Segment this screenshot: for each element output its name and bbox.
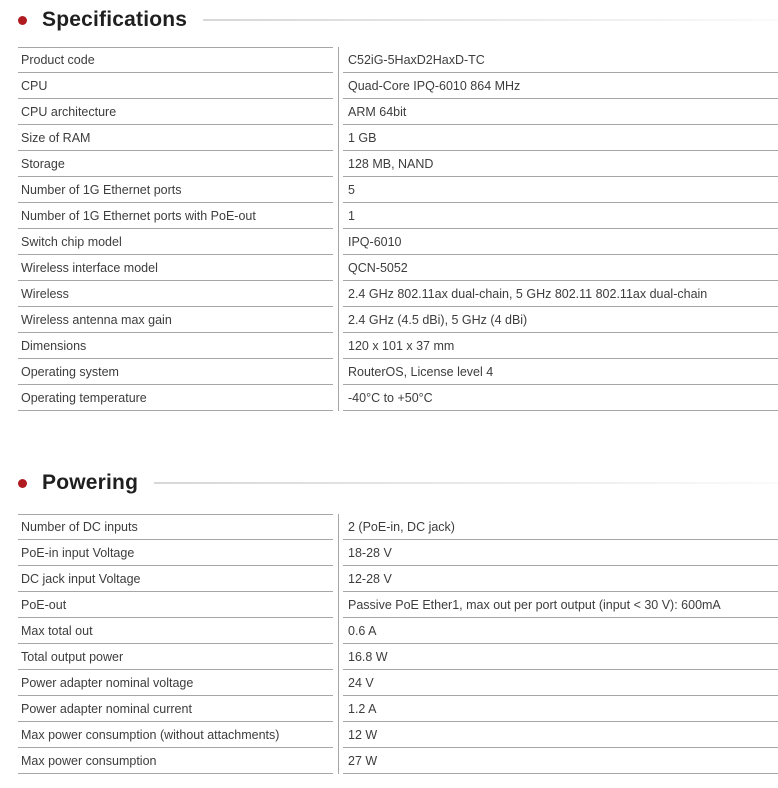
spec-value: 27 W (343, 748, 778, 774)
spec-label: CPU (18, 73, 333, 99)
spec-label: Switch chip model (18, 229, 333, 255)
table-row (18, 281, 778, 307)
spec-value: ARM 64bit (343, 99, 778, 125)
section-specifications (0, 8, 778, 411)
spec-value: 5 (343, 177, 778, 203)
table-row (18, 47, 778, 73)
table-row (18, 385, 778, 411)
spec-label: PoE-in input Voltage (18, 540, 333, 566)
spec-value: 18-28 V (343, 540, 778, 566)
powering-table (18, 514, 778, 774)
header-rule (154, 482, 778, 484)
spec-value: 12-28 V (343, 566, 778, 592)
spec-value: C52iG-5HaxD2HaxD-TC (343, 47, 778, 73)
spec-label: Number of DC inputs (18, 514, 333, 540)
specifications-table (18, 47, 778, 411)
table-row (18, 722, 778, 748)
table-row (18, 696, 778, 722)
spec-label: Power adapter nominal current (18, 696, 333, 722)
spec-label: Wireless interface model (18, 255, 333, 281)
spec-label: Number of 1G Ethernet ports with PoE-out (18, 203, 333, 229)
table-row (18, 307, 778, 333)
table-row (18, 514, 778, 540)
spec-label: Max total out (18, 618, 333, 644)
table-row (18, 255, 778, 281)
spec-label: Operating system (18, 359, 333, 385)
red-bullet-icon (18, 16, 27, 25)
section-powering (0, 471, 778, 774)
table-row (18, 73, 778, 99)
spec-value: 0.6 A (343, 618, 778, 644)
spec-label: Number of 1G Ethernet ports (18, 177, 333, 203)
spec-value: 12 W (343, 722, 778, 748)
spec-value: 1 (343, 203, 778, 229)
table-row (18, 229, 778, 255)
spec-label: DC jack input Voltage (18, 566, 333, 592)
spec-label: CPU architecture (18, 99, 333, 125)
table-row (18, 592, 778, 618)
spec-label: PoE-out (18, 592, 333, 618)
spec-label: Power adapter nominal voltage (18, 670, 333, 696)
spec-value: 24 V (343, 670, 778, 696)
table-row (18, 540, 778, 566)
table-row (18, 618, 778, 644)
spec-label: Total output power (18, 644, 333, 670)
table-row (18, 125, 778, 151)
spec-value: RouterOS, License level 4 (343, 359, 778, 385)
spec-value: Quad-Core IPQ-6010 864 MHz (343, 73, 778, 99)
table-row (18, 151, 778, 177)
spec-value: 16.8 W (343, 644, 778, 670)
table-row (18, 99, 778, 125)
section-title: Specifications (42, 8, 188, 31)
table-column-divider (338, 47, 339, 411)
table-row (18, 566, 778, 592)
spec-label: Max power consumption (18, 748, 333, 774)
spec-value: -40°C to +50°C (343, 385, 778, 411)
spec-label: Storage (18, 151, 333, 177)
spec-value: 1.2 A (343, 696, 778, 722)
spec-value: 2.4 GHz 802.11ax dual-chain, 5 GHz 802.11 802.11ax dual-chain (343, 281, 778, 307)
spec-value: 2 (PoE-in, DC jack) (343, 514, 778, 540)
spec-value: 2.4 GHz (4.5 dBi), 5 GHz (4 dBi) (343, 307, 778, 333)
table-row (18, 644, 778, 670)
spec-label: Product code (18, 47, 333, 73)
spec-label: Operating temperature (18, 385, 333, 411)
spec-value: 128 MB, NAND (343, 151, 778, 177)
spec-label: Wireless (18, 281, 333, 307)
spec-label: Size of RAM (18, 125, 333, 151)
spec-value: 120 x 101 x 37 mm (343, 333, 778, 359)
spec-label: Dimensions (18, 333, 333, 359)
table-row (18, 359, 778, 385)
section-title: Powering (42, 471, 139, 494)
table-row (18, 748, 778, 774)
spec-value: 1 GB (343, 125, 778, 151)
red-bullet-icon (18, 479, 27, 488)
section-header (14, 471, 778, 495)
spec-value: QCN-5052 (343, 255, 778, 281)
spec-label: Wireless antenna max gain (18, 307, 333, 333)
spec-label: Max power consumption (without attachments) (18, 722, 333, 748)
spec-value: IPQ-6010 (343, 229, 778, 255)
table-row (18, 333, 778, 359)
spec-value: Passive PoE Ether1, max out per port output (input < 30 V): 600mA (343, 592, 778, 618)
table-column-divider (338, 514, 339, 774)
table-row (18, 203, 778, 229)
table-row (18, 670, 778, 696)
section-header (14, 8, 778, 32)
table-row (18, 177, 778, 203)
header-rule (203, 19, 778, 21)
